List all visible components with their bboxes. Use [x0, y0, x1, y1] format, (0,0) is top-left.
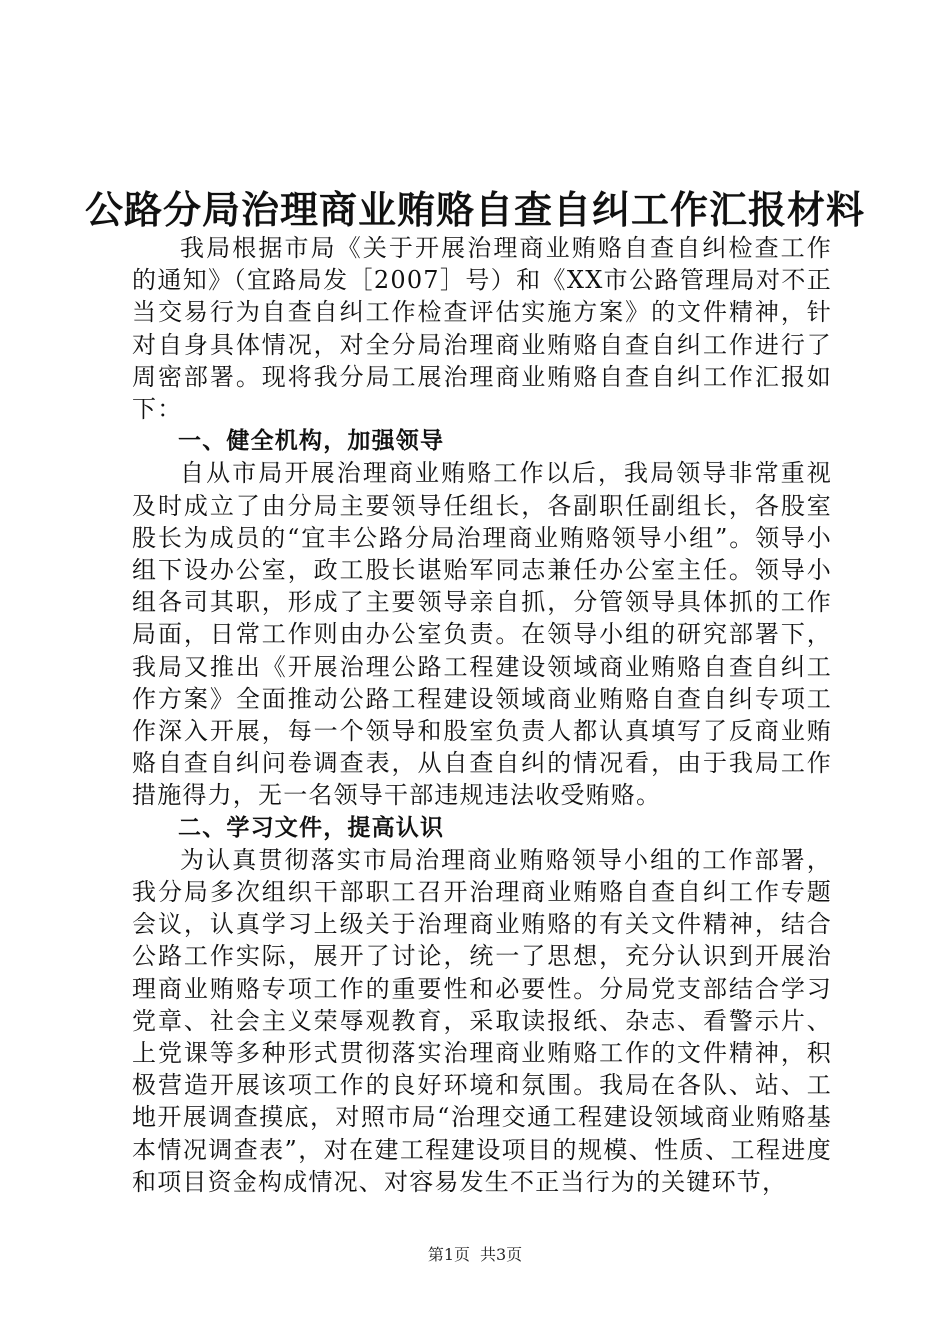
section-2-paragraph: 为认真贯彻落实市局治理商业贿赂领导小组的工作部署，我分局多次组织干部职工召开治理商业贿赂自查自纠工作专题会议，认真学习上级关于治理商业贿赂的有关文件精神，结合公路工作实际，展开了讨论，统一了思想，充分认识到开展治理商业贿赂专项工作的重要性和必要性。分局党支部结合学习党章、社会主义荣辱观教育，采取读报纸、杂志、看警示片、上党课等多种形式贯彻落实治理商业贿赂工作的文件精神，积极营造开展该项工作的良好环境和氛围。我局在各队、站、工地开展调查摸底，对照市局“治理交通工程建设领域商业贿赂基本情况调查表”，对在建工程建设项目的规模、性质、工程进度和项目资金构成情况、对容易发生不正当行为的关键环节，: [132, 845, 832, 1196]
section-1-heading: 一、健全机构，加强领导: [178, 428, 445, 455]
intro-paragraph: 我局根据市局《关于开展治理商业贿赂自查自纠检查工作的通知》（宜路局发［2007］号）和《XX市公路管理局对不正当交易行为自查自纠工作检查评估实施方案》的文件精神，针对自身具体情况，对全分局治理商业贿赂自查自纠工作进行了周密部署。现将我分局工展治理商业贿赂自查自纠工作汇报如下：: [132, 234, 832, 424]
page-number: 第1页: [427, 1245, 470, 1264]
section-1-paragraph: 自从市局开展治理商业贿赂工作以后，我局领导非常重视及时成立了由分局主要领导任组长，各副职任副组长，各股室股长为成员的“宜丰公路分局治理商业贿赂领导小组”。领导小组下设办公室，政工股长谌贻军同志兼任办公室主任。领导小组各司其职，形成了主要领导亲自抓，分管领导具体抓的工作局面，日常工作则由办公室负责。在领导小组的研究部署下，我局又推出《开展治理公路工程建设领域商业贿赂自查自纠工作方案》全面推动公路工程建设领域商业贿赂自查自纠专项工作深入开展，每一个领导和股室负责人都认真填写了反商业贿赂自查自纠问卷调查表，从自查自纠的情况看，由于我局工作措施得力，无一名领导干部违规违法收受贿赂。: [132, 459, 832, 810]
document-body: [132, 232, 832, 1198]
page-footer: [0, 1245, 950, 1265]
page-total: 共3页: [480, 1245, 523, 1264]
document-title: 公路分局治理商业贿赂自查自纠工作汇报材料: [84, 188, 865, 232]
section-2-heading: 二、学习文件，提高认识: [178, 814, 445, 841]
